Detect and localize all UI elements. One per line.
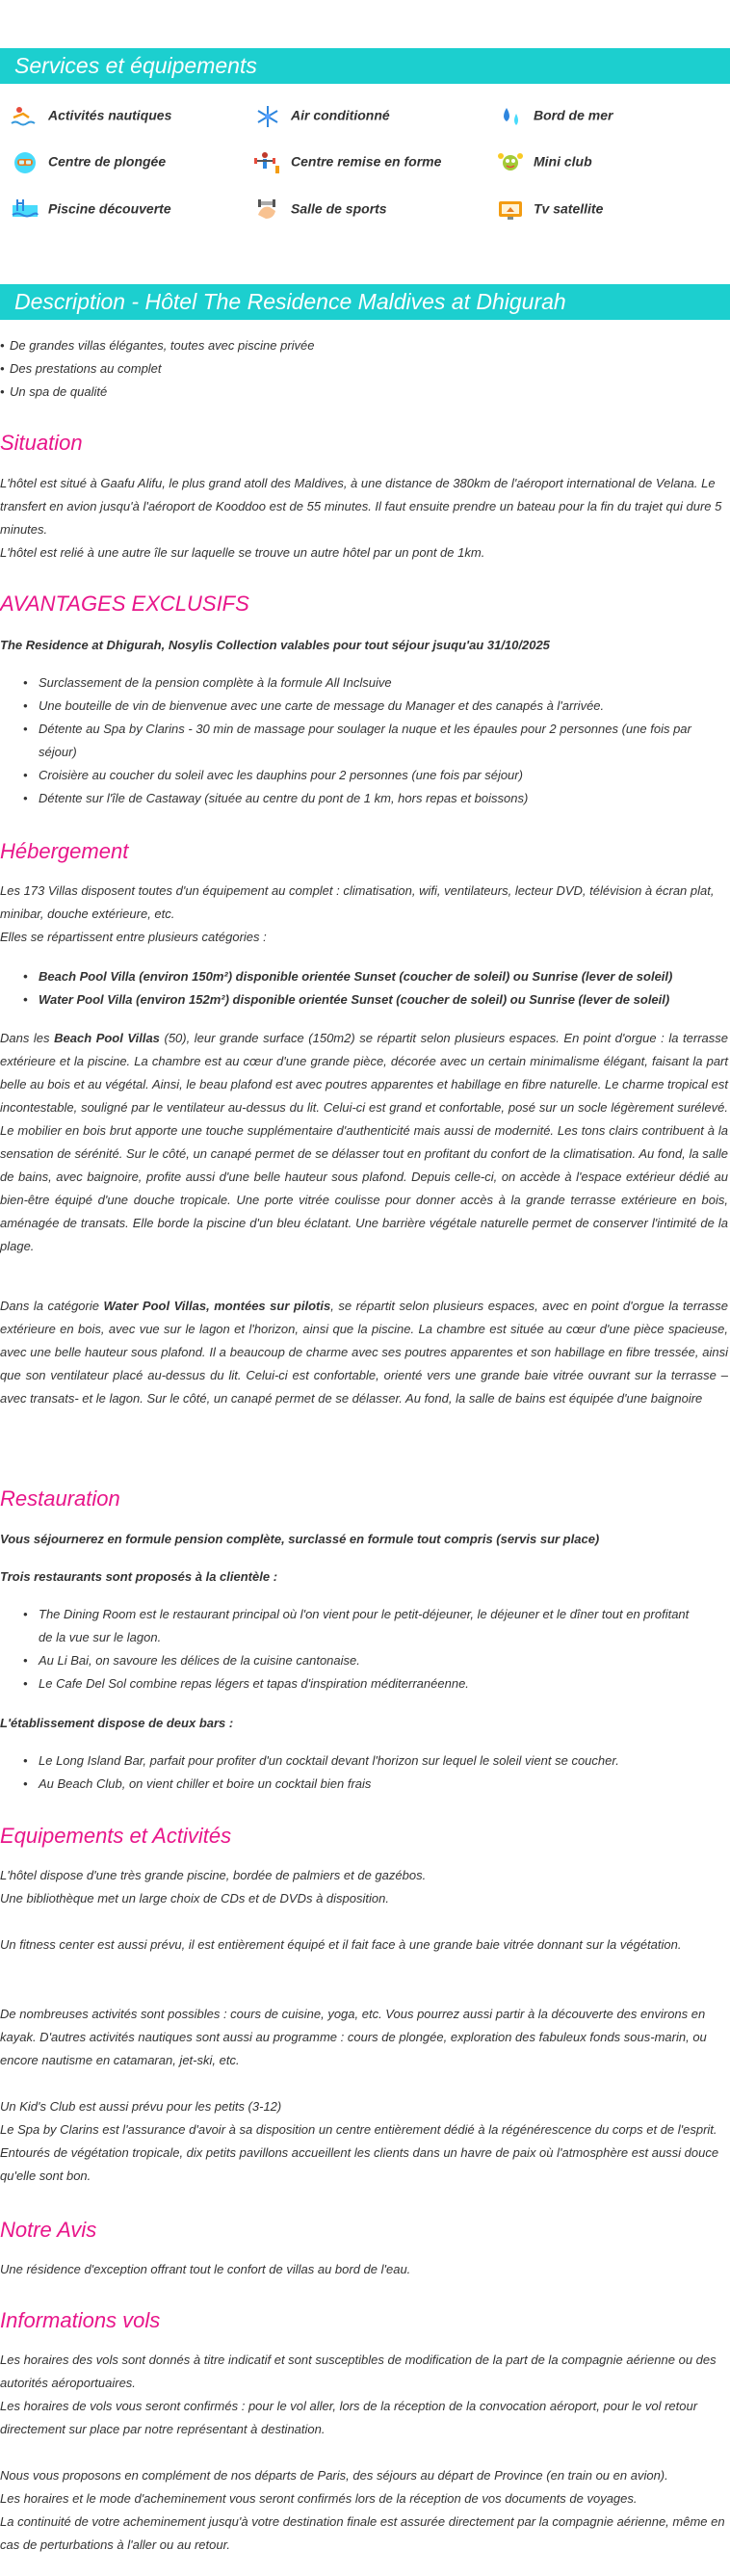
- list-item: • Au Li Bai, on savoure les délices de la cuisine cantonaise.: [0, 1649, 690, 1672]
- bars-intro: L'établissement dispose de deux bars :: [0, 1716, 234, 1730]
- service-bord-de-mer: Bord de mer: [495, 104, 613, 129]
- list-item: • Un spa de qualité: [0, 381, 728, 404]
- equipements-fitness: Un fitness center est aussi prévu, il est entièrement équipé et il fait face à une grande baie vitrée donnant sur la végétation.: [0, 1937, 682, 1952]
- bars-list: [0, 1749, 713, 1796]
- dumbbell-hand-icon: [252, 197, 283, 223]
- swimmer-icon: [10, 104, 40, 129]
- snowflake-icon: [252, 104, 283, 129]
- situation-text: L'hôtel est situé à Gaafu Alifu, le plus grand atoll des Maldives, à une distance de 380km de l'aéroport international de Velana. Le transfert en avion jusqu'à l'aéroport de Kooddoo est de 55 minutes. Il faut ensuite prendre un bateau pour la fin du trajet qui dure 5 minutes. L'hôtel est relié à une autre île sur laquelle se trouve un autre hôtel par un pont de 1km.: [0, 476, 722, 560]
- list-item: • The Dining Room est le restaurant principal où l'on vient pour le petit-déjeuner, le déjeuner et le dîner tout en profitant de la vue sur le lagon.: [0, 1603, 690, 1649]
- service-air-conditionne: Air conditionné: [252, 104, 390, 129]
- vols-text-2: Nous vous proposons en complément de nos départs de Paris, des séjours au départ de Province (en train ou en avion). Les horaires et le mode d'acheminement vous seront confirmés lors de la réception de vos documents de voyages. La continuité de votre acheminement jusqu'à votre destination finale est assurée directement par la compagnie aérienne, même en cas de perturbations à l'aller ou au retour.: [0, 2468, 725, 2552]
- situation-title: Situation: [0, 431, 83, 455]
- list-item: • Croisière au coucher du soleil avec les dauphins pour 2 personnes (une fois par séjour): [0, 764, 713, 787]
- equipements-activites: De nombreuses activités sont possibles : cours de cuisine, yoga, etc. Vous pourrez aussi partir à la découverte des environs en kayak. D'autres activités nautiques sont aussi au programme : cours de plongée, exploration des fabuleux fonds sous-marin, ou encore nautisme en catamaran, jet-ski, etc.: [0, 2007, 707, 2067]
- service-piscine-decouverte: Piscine découverte: [10, 197, 171, 223]
- restauration-title: Restauration: [0, 1486, 120, 1511]
- beach-villa-text: Dans les Beach Pool Villas (50), leur grande surface (150m2) se répartit selon plusieurs espaces. En point d'orgue : la terrasse extérieure et la piscine. La chambre est au cœur d'une grande pièce, décorée avec un certain minimalisme élégant, faisant la part belle au bois et au végétal. Ainsi, le beau plafond est avec poutres apparentes et habillage en fibre naturelle. Le charme tropical est incontestable, souligné par le ventilateur au-dessus du lit. Celui-ci est grand et confortable, posé sur un socle légèrement surélevé. Le mobilier en bois brut apporte une touche supplémentaire d'authenticité mais aussi de modernité. Les tons clairs contribuent à la sensation de sérénité. Sur le côté, un canapé permet de se délasser tout en profitant du confort de la climatisation. Au fond, la salle de bains, avec baignoire, profite aussi d'une belle hauteur sous plafond. Depuis celle-ci, on accède à l'espace extérieur dédié au bien-être équipé d'une douche tropicale. Une porte vitrée coulisse pour donner accès à la grande terrasse extérieure en bois, aménagée de transats. Elle borde la piscine d'un bleu éclatant. Une barrière végétale naturelle permet de conserver l'intimité de la plage.: [0, 1031, 728, 1253]
- hebergement-categories: [0, 965, 728, 1012]
- restaurants-intro: Trois restaurants sont proposés à la clientèle :: [0, 1569, 278, 1584]
- restauration-subtitle: Vous séjournerez en formule pension complète, surclassé en formule tout compris (servis sur place): [0, 1532, 600, 1546]
- description-banner: Description - Hôtel The Residence Maldives at Dhigurah: [0, 284, 730, 320]
- list-item: • Le Long Island Bar, parfait pour profiter d'un cocktail devant l'horizon sur lequel le soleil vient se coucher.: [0, 1749, 713, 1773]
- hebergement-intro: Les 173 Villas disposent toutes d'un équipement au complet : climatisation, wifi, ventilateurs, lecteur DVD, télévision à écran plat, minibar, douche extérieure, etc. Elles se répartissent entre plusieurs catégories :: [0, 883, 715, 944]
- list-item: • De grandes villas élégantes, toutes avec piscine privée: [0, 334, 728, 357]
- equipements-kids-spa: Un Kid's Club est aussi prévu pour les petits (3-12) Le Spa by Clarins est l'assurance d'avoir à sa disposition un centre entièrement dédié à la régénérescence du corps et de l'esprit. Entourés de végétation tropicale, dix petits pavillons accueillent les clients dans un havre de paix où l'atmosphère est aussi douce qu'elle sont bon.: [0, 2099, 719, 2183]
- service-salle-de-sports: Salle de sports: [252, 197, 387, 223]
- notre-avis-text: Une résidence d'exception offrant tout le confort de villas au bord de l'eau.: [0, 2262, 411, 2276]
- service-tv-satellite: Tv satellite: [495, 197, 603, 223]
- tv-icon: [495, 197, 526, 223]
- water-villa-text: Dans la catégorie Water Pool Villas, montées sur pilotis, se répartit selon plusieurs espaces, avec en point d'orgue la terrasse extérieure en bois, avec vue sur le lagon et l'horizon, ainsi que la piscine. La chambre est située au cœur d'une pièce spacieuse, avec une belle hauteur sous plafond. Il a beaucoup de charme avec ses poutres apparentes et son habillage en fibre tressée, ainsi que son ventilateur placé au-dessus du lit. Celui-ci est confortable, orienté vers une grande baie vitrée ouvrant sur la terrasse – avec transats- et le lagon. Sur le côté, un canapé permet de se délasser. Au fond, la salle de bains est équipée d'une baignoire: [0, 1299, 728, 1406]
- pool-icon: [10, 197, 40, 223]
- fitness-icon: [252, 150, 283, 175]
- notre-avis-title: Notre Avis: [0, 2218, 97, 2242]
- mascot-icon: [495, 150, 526, 175]
- list-item: • Surclassement de la pension complète à la formule All Inclsuive: [0, 671, 713, 695]
- water-drops-icon: [495, 104, 526, 129]
- equipements-title: Equipements et Activités: [0, 1824, 232, 1848]
- service-centre-de-plongee: Centre de plongée: [10, 150, 166, 175]
- list-item: • Détente sur l'île de Castaway (située au centre du pont de 1 km, hors repas et boissons): [0, 787, 713, 810]
- list-item: • Le Cafe Del Sol combine repas légers et tapas d'inspiration méditerranéenne.: [0, 1672, 690, 1695]
- restaurants-list: [0, 1603, 690, 1695]
- vols-title: Informations vols: [0, 2308, 161, 2332]
- service-activites-nautiques: Activités nautiques: [10, 104, 171, 129]
- equipements-intro: L'hôtel dispose d'une très grande piscine, bordée de palmiers et de gazébos. Une bibliothèque met un large choix de CDs et de DVDs à disposition.: [0, 1868, 427, 1906]
- avantages-list: [0, 671, 713, 810]
- list-item: • Des prestations au complet: [0, 357, 728, 381]
- list-item: • Water Pool Villa (environ 152m²) disponible orientée Sunset (coucher de soleil) ou Sunrise (lever de soleil): [0, 988, 728, 1012]
- description-bullets: [0, 334, 728, 404]
- list-item: • Détente au Spa by Clarins - 30 min de massage pour soulager la nuque et les épaules pour 2 personnes (une fois par séjour): [0, 718, 713, 764]
- hebergement-title: Hébergement: [0, 839, 129, 863]
- list-item: • Beach Pool Villa (environ 150m²) disponible orientée Sunset (coucher de soleil) ou Sunrise (lever de soleil): [0, 965, 728, 988]
- diving-mask-icon: [10, 150, 40, 175]
- vols-text-1: Les horaires des vols sont donnés à titre indicatif et sont susceptibles de modification de la part de la compagnie aérienne ou des autorités aéroportuaires. Les horaires de vols vous seront confirmés : pour le vol aller, lors de la réception de la convocation aéroport, pour le vol retour directement sur place par notre représentant à destination.: [0, 2353, 717, 2436]
- list-item: • Au Beach Club, on vient chiller et boire un cocktail bien frais: [0, 1773, 713, 1796]
- services-banner: Services et équipements: [0, 48, 730, 84]
- list-item: • Une bouteille de vin de bienvenue avec une carte de message du Manager et des canapés à l'arrivée.: [0, 695, 713, 718]
- service-centre-remise-en-forme: Centre remise en forme: [252, 150, 441, 175]
- avantages-title: AVANTAGES EXCLUSIFS: [0, 591, 249, 616]
- avantages-subtitle: The Residence at Dhigurah, Nosylis Collection valables pour tout séjour jsuqu'au 31/10/2025: [0, 638, 550, 652]
- service-mini-club: Mini club: [495, 150, 592, 175]
